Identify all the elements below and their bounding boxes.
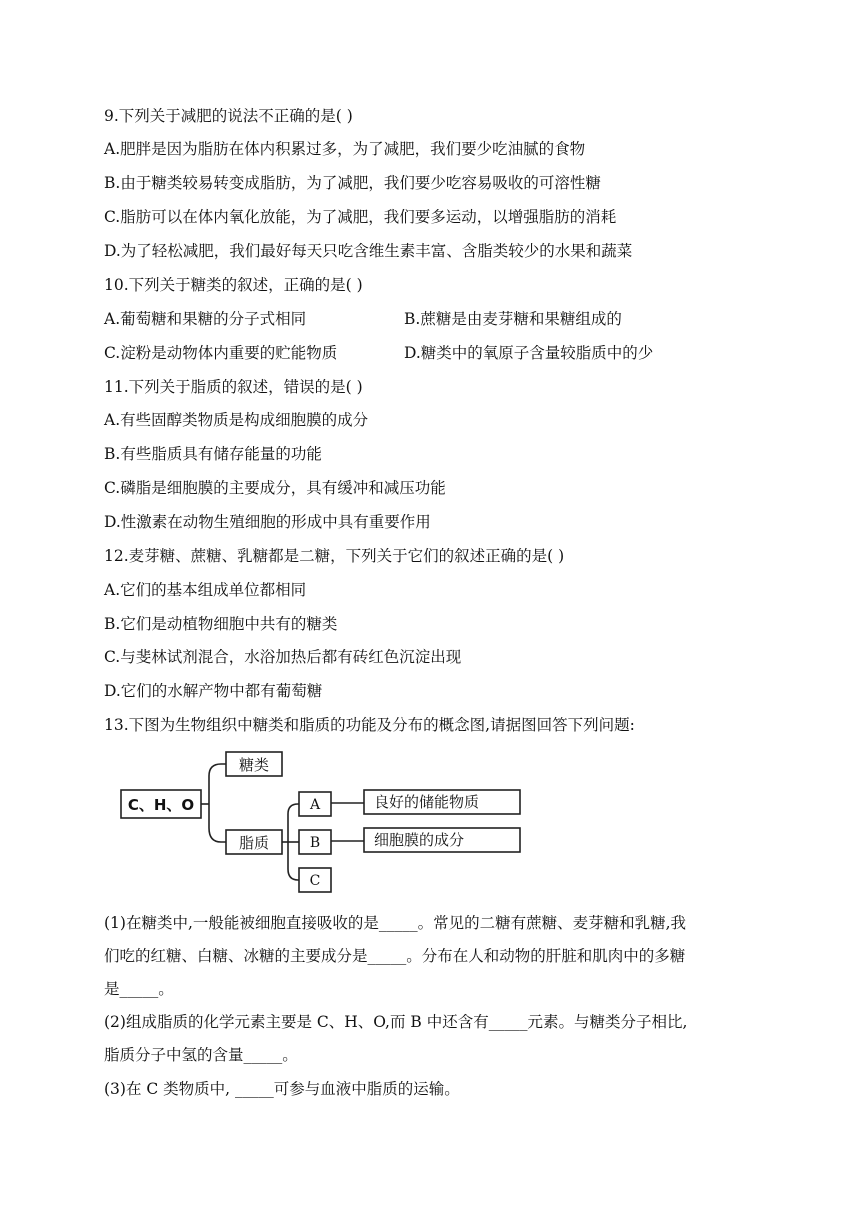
- q9-stem: 9.下列关于减肥的说法不正确的是( ): [104, 107, 353, 125]
- root-label: C、H、O: [127, 796, 195, 814]
- q12-option-d: D.它们的水解产物中都有葡萄糖: [104, 682, 323, 700]
- a-label: A: [309, 797, 321, 813]
- q9-option-b: B.由于糖类较易转变成脂肪，为了减肥，我们要少吃容易吸收的可溶性糖: [104, 174, 601, 192]
- q9-option-d: D.为了轻松减肥，我们最好每天只吃含维生素丰富、含脂类较少的水果和蔬菜: [104, 242, 633, 260]
- q13-part2-line2: 脂质分子中氢的含量_____。: [104, 1046, 298, 1064]
- q13-part3-line1: (3)在 C 类物质中, _____可参与血液中脂质的运输。: [104, 1080, 460, 1098]
- concept-diagram: [116, 748, 536, 898]
- q10-option-c: C.淀粉是动物体内重要的贮能物质: [104, 344, 338, 362]
- b-label: B: [309, 835, 321, 851]
- b-desc-label: 细胞膜的成分: [374, 831, 465, 849]
- q12-option-b: B.它们是动植物细胞中共有的糖类: [104, 615, 338, 633]
- q13-stem: 13.下图为生物组织中糖类和脂质的功能及分布的概念图,请据图回答下列问题:: [104, 716, 635, 734]
- q11-option-a: A.有些固醇类物质是构成细胞膜的成分: [104, 411, 369, 429]
- q11-option-d: D.性激素在动物生殖细胞的形成中具有重要作用: [104, 513, 431, 531]
- q13-part1-line2: 们吃的红糖、白糖、冰糖的主要成分是_____。分布在人和动物的肝脏和肌肉中的多糖: [104, 947, 686, 965]
- q9-option-c: C.脂肪可以在体内氧化放能，为了减肥，我们要多运动，以增强脂肪的消耗: [104, 208, 617, 226]
- sugar-label: 糖类: [238, 756, 270, 774]
- q11-stem: 11.下列关于脂质的叙述，错误的是( ): [104, 378, 363, 396]
- q10-option-a: A.葡萄糖和果糖的分子式相同: [104, 310, 307, 328]
- q10-stem: 10.下列关于糖类的叙述，正确的是( ): [104, 276, 363, 294]
- q12-option-a: A.它们的基本组成单位都相同: [104, 581, 307, 599]
- q11-option-c: C.磷脂是细胞膜的主要成分，具有缓冲和减压功能: [104, 479, 446, 497]
- a-desc-label: 良好的储能物质: [374, 793, 480, 811]
- lipid-label: 脂质: [238, 834, 270, 852]
- q12-stem: 12.麦芽糖、蔗糖、乳糖都是二糖，下列关于它们的叙述正确的是( ): [104, 547, 565, 565]
- q13-part2-line1: (2)组成脂质的化学元素主要是 C、H、O,而 B 中还含有_____元素。与糖类分子相比,: [104, 1013, 688, 1031]
- q11-option-b: B.有些脂质具有储存能量的功能: [104, 445, 322, 463]
- q12-option-c: C.与斐林试剂混合，水浴加热后都有砖红色沉淀出现: [104, 648, 462, 666]
- q13-part1-line1: (1)在糖类中,一般能被细胞直接吸收的是_____。常见的二糖有蔗糖、麦芽糖和乳糖,我: [104, 914, 687, 932]
- c-label: C: [309, 873, 321, 889]
- q9-option-a: A.肥胖是因为脂肪在体内积累过多，为了减肥，我们要少吃油腻的食物: [104, 140, 586, 158]
- q10-option-d: D.糖类中的氧原子含量较脂质中的少: [404, 344, 654, 362]
- q10-option-b: B.蔗糖是由麦芽糖和果糖组成的: [404, 310, 622, 328]
- q13-part1-line3: 是_____。: [104, 980, 174, 998]
